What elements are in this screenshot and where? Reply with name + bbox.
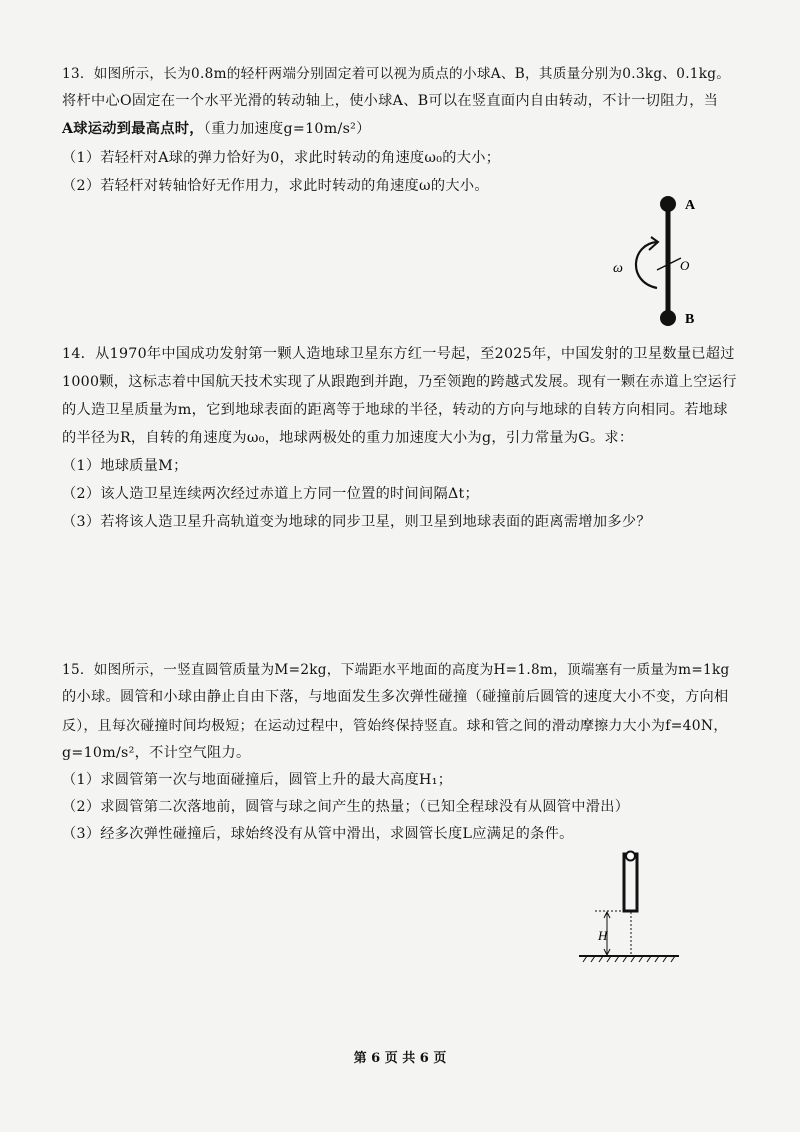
q15-line-4: g=10m/s²，不计空气阻力。 (62, 745, 251, 761)
page-footer: 第 6 页 共 6 页 (353, 1051, 447, 1066)
q14-line-1: 14．从1970年中国成功发射第一颗人造地球卫星东方红一号起，至2025年，中国发射的卫星数量已超过 (62, 346, 735, 362)
small-ball (626, 852, 635, 861)
q13-part-1: （1）若轻杆对A球的弹力恰好为0，求此时转动的角速度ω₀的大小； (62, 150, 501, 166)
q13-line-3-rest: （重力加速度g=10m/s²） (203, 121, 371, 137)
ball-a (660, 196, 676, 212)
label-b: B (685, 312, 695, 327)
ball-b (660, 310, 676, 326)
q15-part-3: （3）经多次弹性碰撞后，球始终没有从管中滑出，求圆管长度L应满足的条件。 (62, 826, 574, 842)
q15-part-2: （2）求圆管第二次落地前，圆管与球之间产生的热量；（已知全程球没有从圆管中滑出） (62, 799, 630, 815)
label-a: A (685, 198, 696, 213)
q14-line-3: 的人造卫星质量为m，它到地球表面的距离等于地球的半径，转动的方向与地球的自转方向相同。若地球 (62, 402, 728, 418)
label-o: O (680, 258, 690, 273)
q14-part-2: （2）该人造卫星连续两次经过赤道上方同一位置的时间间隔Δt； (62, 486, 480, 502)
tube-drop-figure (575, 842, 685, 968)
q15-line-1: 15．如图所示，一竖直圆管质量为M=2kg，下端距水平地面的高度为H=1.8m，顶端塞有一质量为m=1kg (62, 662, 730, 678)
q14-line-4: 的半径为R，自转的角速度为ω₀，地球两极处的重力加速度大小为g，引力常量为G。求： (62, 430, 634, 446)
q13-line-3 (62, 118, 371, 138)
q14-part-3: （3）若将该人造卫星升高轨道变为地球的同步卫星，则卫星到地球表面的距离需增加多少？ (62, 514, 651, 530)
q15-part-1: （1）求圆管第一次与地面碰撞后，圆管上升的最大高度H₁； (62, 772, 453, 788)
label-omega: ω (613, 261, 623, 276)
q15-line-3: 反），且每次碰撞时间均极短；在运动过程中，管始终保持竖直。球和管之间的滑动摩擦力大小为f=40N， (62, 718, 728, 734)
q15-line-2: 的小球。圆管和小球由静止自由下落，与地面发生多次弹性碰撞（碰撞前后圆管的速度大小不变，方向相 (62, 689, 729, 705)
q13-part-2: （2）若轻杆对转轴恰好无作用力，求此时转动的角速度ω的大小。 (62, 178, 489, 194)
rod-rotation-figure (605, 190, 715, 335)
q13-line-2: 将杆中心O固定在一个水平光滑的转动轴上，使小球A、B可以在竖直面内自由转动，不计一切阻力，当 (62, 93, 719, 109)
vertical-tube (624, 854, 637, 911)
q14-line-2: 1000颗，这标志着中国航天技术实现了从跟跑到并跑，乃至领跑的跨越式发展。现有一颗在赤道上空运行 (62, 374, 737, 390)
q14-part-1: （1）地球质量M； (62, 458, 188, 474)
q13-line-1: 13．如图所示，长为0.8m的轻杆两端分别固定着可以视为质点的小球A、B，其质量分别为0.3kg、0.1kg。 (62, 66, 731, 82)
rotation-arrow-arc (636, 242, 657, 288)
label-h: H (598, 928, 608, 943)
q13-line-3-bold: A球运动到最高点时， (62, 121, 204, 137)
